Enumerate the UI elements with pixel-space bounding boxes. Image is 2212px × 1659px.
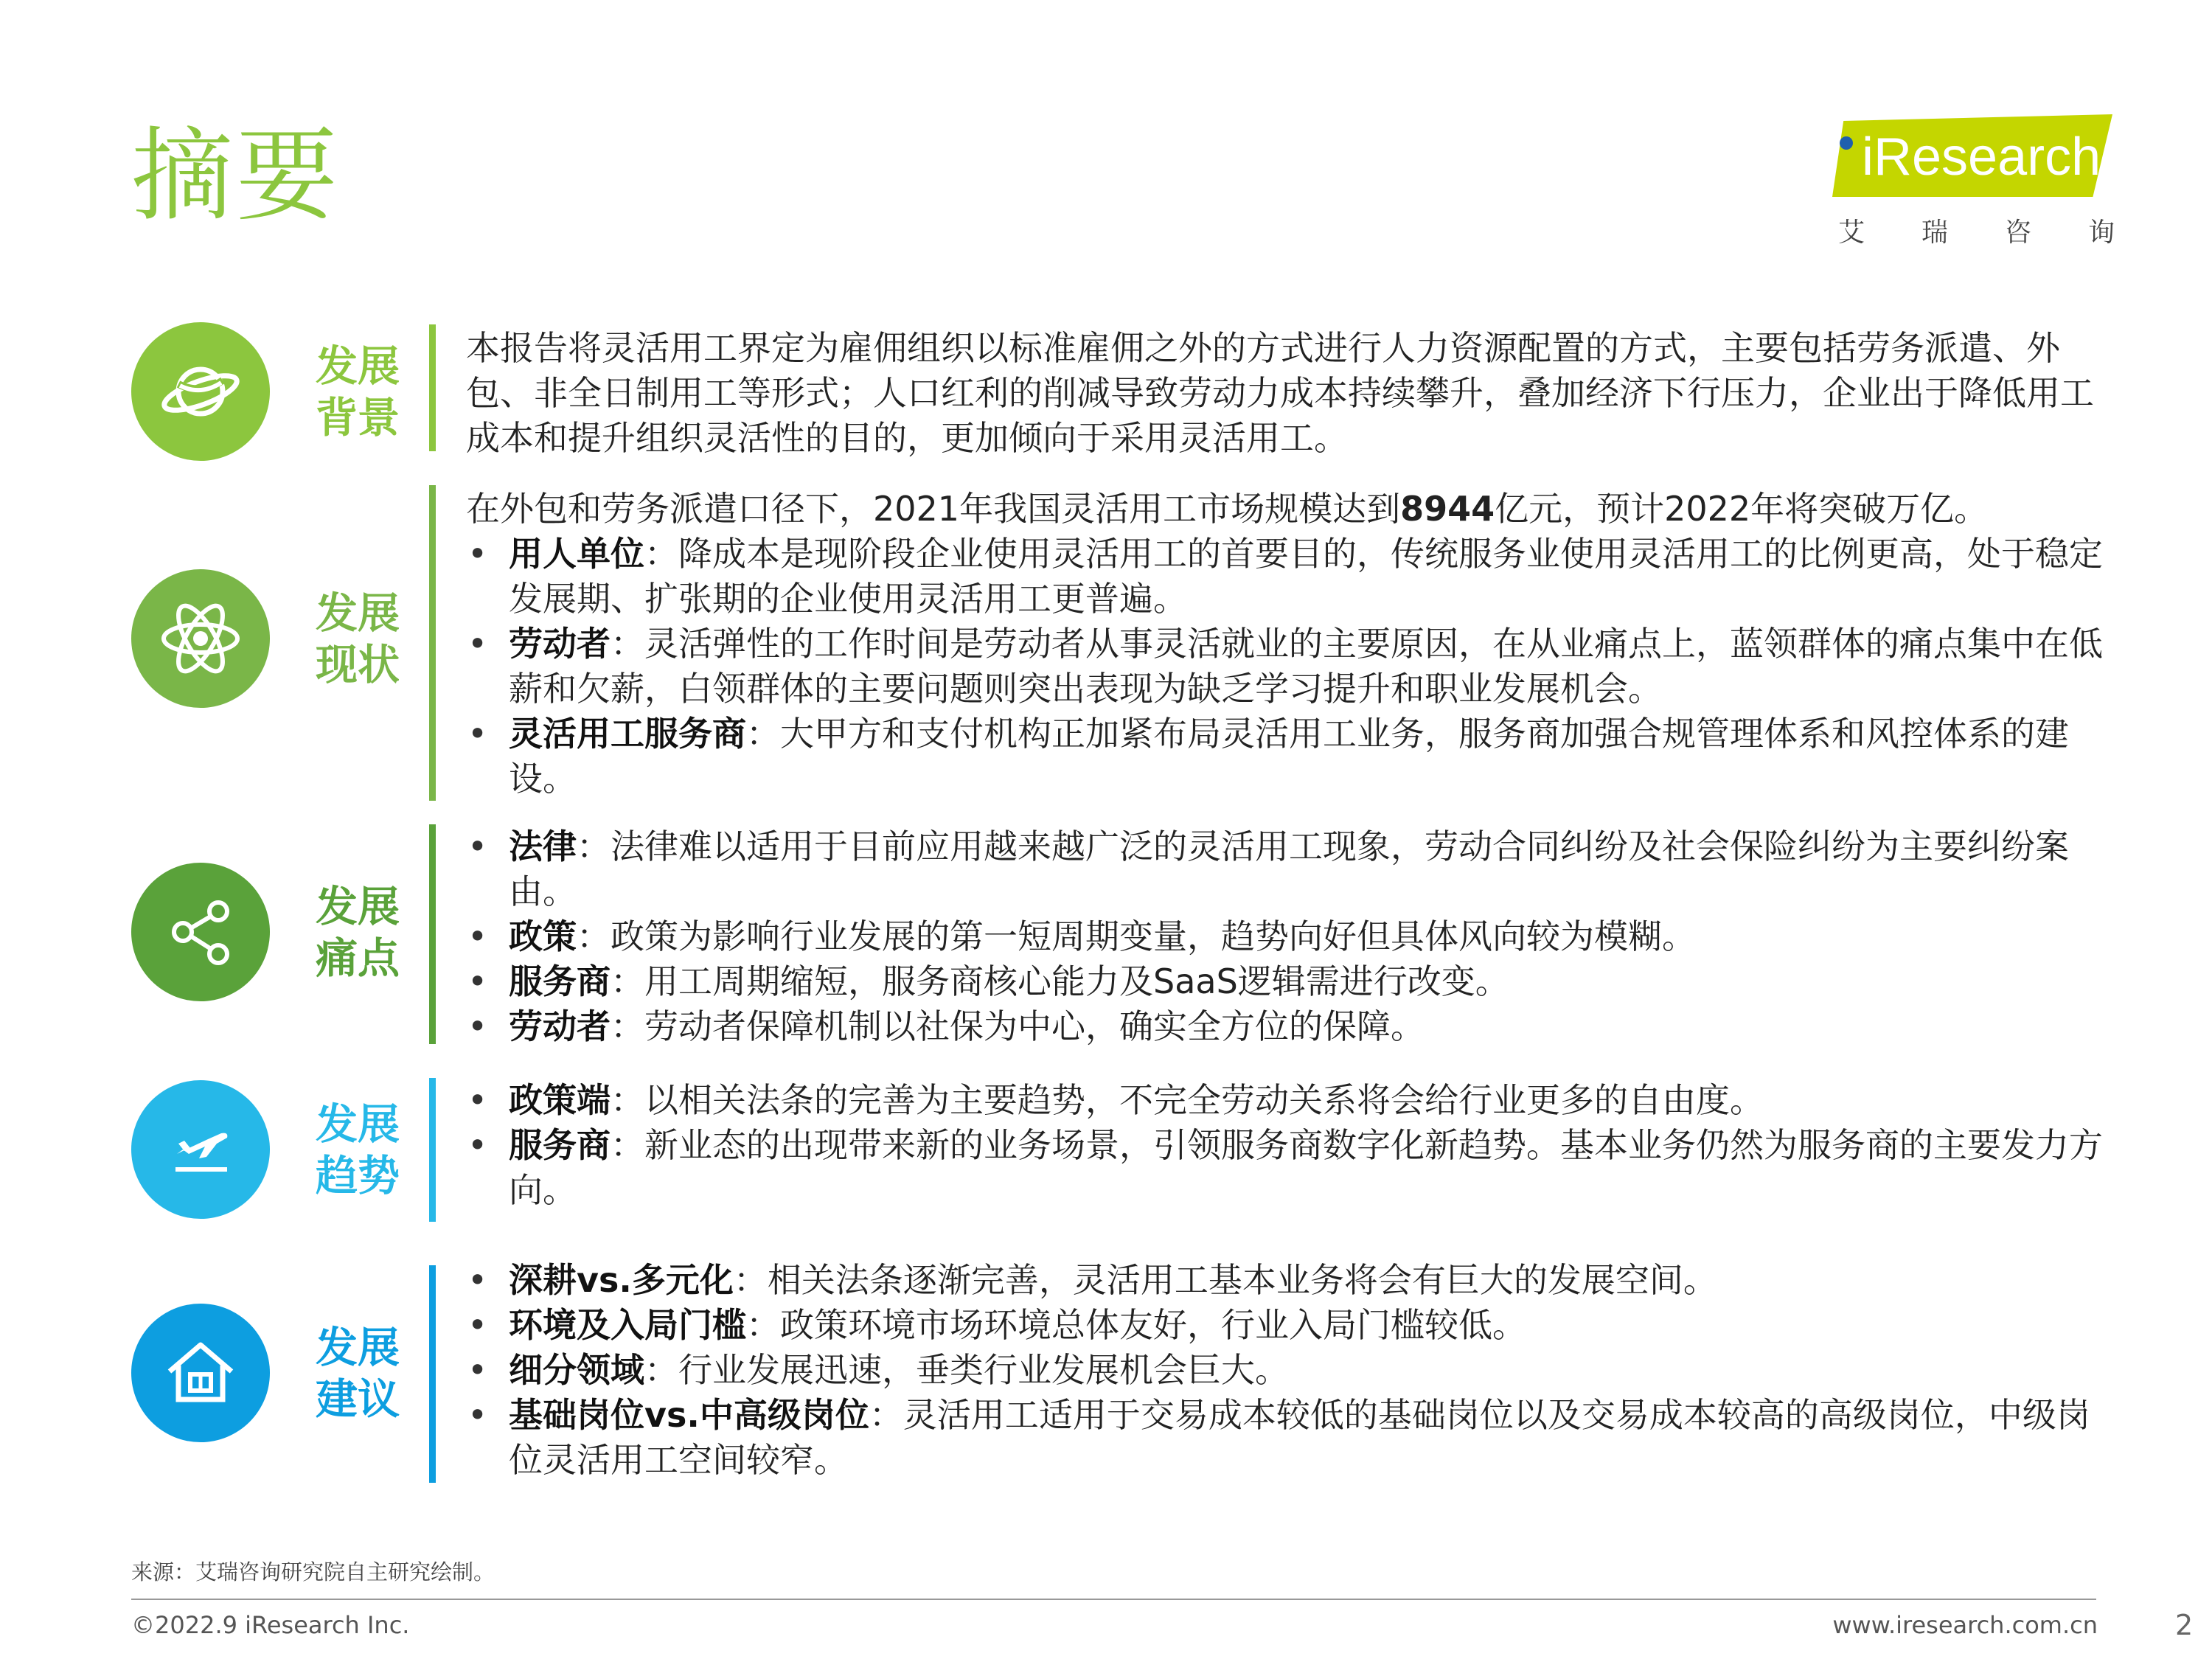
bullet-text: ：用工周期缩短，服务商核心能力及SaaS逻辑需进行改变。 xyxy=(611,961,1509,1001)
logo-char: 询 xyxy=(2087,218,2115,248)
label-line: 现状 xyxy=(316,641,400,689)
bullet-text: ：政策环境市场环境总体友好，行业入局门槛较低。 xyxy=(746,1305,1526,1345)
section-divider xyxy=(429,485,436,801)
section-label xyxy=(313,1322,402,1425)
bullet-text: ：灵活弹性的工作时间是劳动者从事灵活就业的主要原因，在从业痛点上，蓝领群体的痛点集中在低薪和欠薪，白领群体的主要问题则突出表现为缺乏学习提升和职业发展机会。 xyxy=(509,624,2103,709)
section-divider xyxy=(429,1078,436,1222)
label-line: 发展 xyxy=(316,883,400,931)
source-note: 来源：艾瑞咨询研究院自主研究绘制。 xyxy=(131,1559,495,1585)
label-line: 建议 xyxy=(316,1375,400,1424)
section-content xyxy=(466,1078,2118,1213)
bullet-item xyxy=(466,914,2118,959)
bullet-text: ：法律难以适用于目前应用越来越广泛的灵活用工现象，劳动合同纠纷及社会保险纠纷为主要纠纷案由。 xyxy=(509,827,2069,911)
section-intro: 本报告将灵活用工界定为雇佣组织以标准雇佣之外的方式进行人力资源配置的方式，主要包括劳务派遣、外包、非全日制用工等形式；人口红利的削减导致劳动力成本持续攀升，叠加经济下行压力，企业出于降低用工成本和提升组织灵活性的目的，更加倾向于采用灵活用工。 xyxy=(466,328,2094,458)
section-content xyxy=(466,487,2118,801)
bullet-text: ：降成本是现阶段企业使用灵活用工的首要目的，传统服务业使用灵活用工的比例更高，处于稳定发展期、扩张期的企业使用灵活用工更普遍。 xyxy=(509,534,2103,619)
bullet-text: ：以相关法条的完善为主要趋势，不完全劳动关系将会给行业更多的自由度。 xyxy=(611,1080,1764,1120)
bullet-item xyxy=(466,532,2118,622)
bullet-term: 劳动者 xyxy=(509,624,611,664)
label-line: 发展 xyxy=(316,1100,400,1149)
bullet-text: ：大甲方和支付机构正加紧布局灵活用工业务，服务商加强合规管理体系和风控体系的建设。 xyxy=(509,714,2069,799)
section-label xyxy=(313,588,402,691)
market-size-value: 8944 xyxy=(1400,489,1495,529)
label-line: 发展 xyxy=(316,342,400,391)
bullet-text: ：灵活用工适用于交易成本较低的基础岗位以及交易成本较高的高级岗位，中级岗位灵活用工空间较窄。 xyxy=(509,1395,2090,1480)
bullet-text: ：新业态的出现带来新的业务场景，引领服务商数字化新趋势。基本业务仍然为服务商的主要发力方向。 xyxy=(509,1125,2103,1210)
bullet-item xyxy=(466,1303,2118,1348)
bullet-item xyxy=(466,1393,2118,1483)
bullet-term: 服务商 xyxy=(509,1125,611,1165)
planet-icon xyxy=(131,322,270,461)
website-link[interactable]: www.iresearch.com.cn xyxy=(1832,1611,2098,1639)
atom-icon xyxy=(131,569,270,708)
section-intro xyxy=(466,487,2118,532)
bullet-item xyxy=(466,1258,2118,1303)
bullet-item xyxy=(466,1123,2118,1213)
page-title: 摘要 xyxy=(131,116,341,235)
bullet-text: ：劳动者保障机制以社保为中心，确实全方位的保障。 xyxy=(611,1006,1425,1046)
bullet-item xyxy=(466,1078,2118,1123)
section-label xyxy=(313,881,402,984)
label-line: 发展 xyxy=(316,589,400,638)
logo-char: 瑞 xyxy=(1921,218,1948,248)
section-content xyxy=(466,326,2118,461)
section-label xyxy=(313,341,402,444)
bullet-term: 深耕vs.多元化 xyxy=(509,1260,734,1300)
label-line: 趋势 xyxy=(316,1152,400,1200)
copyright: ©2022.9 iResearch Inc. xyxy=(131,1611,410,1639)
section-content xyxy=(466,824,2118,1049)
home-icon xyxy=(131,1304,270,1442)
bullet-term: 政策端 xyxy=(509,1080,611,1120)
footer-divider xyxy=(131,1599,2096,1600)
bullet-term: 劳动者 xyxy=(509,1006,611,1046)
bullet-term: 灵活用工服务商 xyxy=(509,714,746,754)
logo-char: 咨 xyxy=(2004,218,2031,248)
airplane-icon xyxy=(131,1080,270,1219)
bullet-term: 细分领域 xyxy=(509,1350,644,1390)
bullet-term: 法律 xyxy=(509,827,577,866)
section-label xyxy=(313,1099,402,1202)
bullet-item xyxy=(466,1004,2118,1049)
logo-chinese-name xyxy=(1838,212,2115,249)
share-icon xyxy=(131,863,270,1001)
section-divider xyxy=(429,824,436,1044)
logo-brand-text: iResearch xyxy=(1862,128,2101,187)
logo-dot xyxy=(1840,136,1853,150)
bullet-text: ：行业发展迅速，垂类行业发展机会巨大。 xyxy=(644,1350,1289,1390)
bullet-item xyxy=(466,959,2118,1004)
label-line: 发展 xyxy=(316,1324,400,1372)
label-line: 痛点 xyxy=(316,934,400,983)
label-line: 背景 xyxy=(316,394,400,442)
section-divider xyxy=(429,324,436,451)
section-content xyxy=(466,1258,2118,1483)
bullet-item xyxy=(466,1348,2118,1393)
bullet-item xyxy=(466,622,2118,712)
page-number: 2 xyxy=(2175,1609,2194,1641)
bullet-text: ：相关法条逐渐完善，灵活用工基本业务将会有巨大的发展空间。 xyxy=(733,1260,1717,1300)
section-divider xyxy=(429,1265,436,1483)
bullet-term: 服务商 xyxy=(509,961,611,1001)
iresearch-logo xyxy=(1832,114,2115,254)
bullet-term: 环境及入局门槛 xyxy=(509,1305,746,1345)
bullet-term: 政策 xyxy=(509,917,577,956)
bullet-item xyxy=(466,712,2118,801)
bullet-item xyxy=(466,824,2118,914)
intro-text: 在外包和劳务派遣口径下，2021年我国灵活用工市场规模达到 xyxy=(466,489,1401,529)
logo-char: 艾 xyxy=(1838,218,1865,248)
bullet-term: 用人单位 xyxy=(509,534,644,574)
bullet-term: 基础岗位vs.中高级岗位 xyxy=(509,1395,869,1435)
bullet-text: ：政策为影响行业发展的第一短周期变量，趋势向好但具体风向较为模糊。 xyxy=(577,917,1696,956)
intro-text: 亿元，预计2022年将突破万亿。 xyxy=(1495,489,1989,529)
